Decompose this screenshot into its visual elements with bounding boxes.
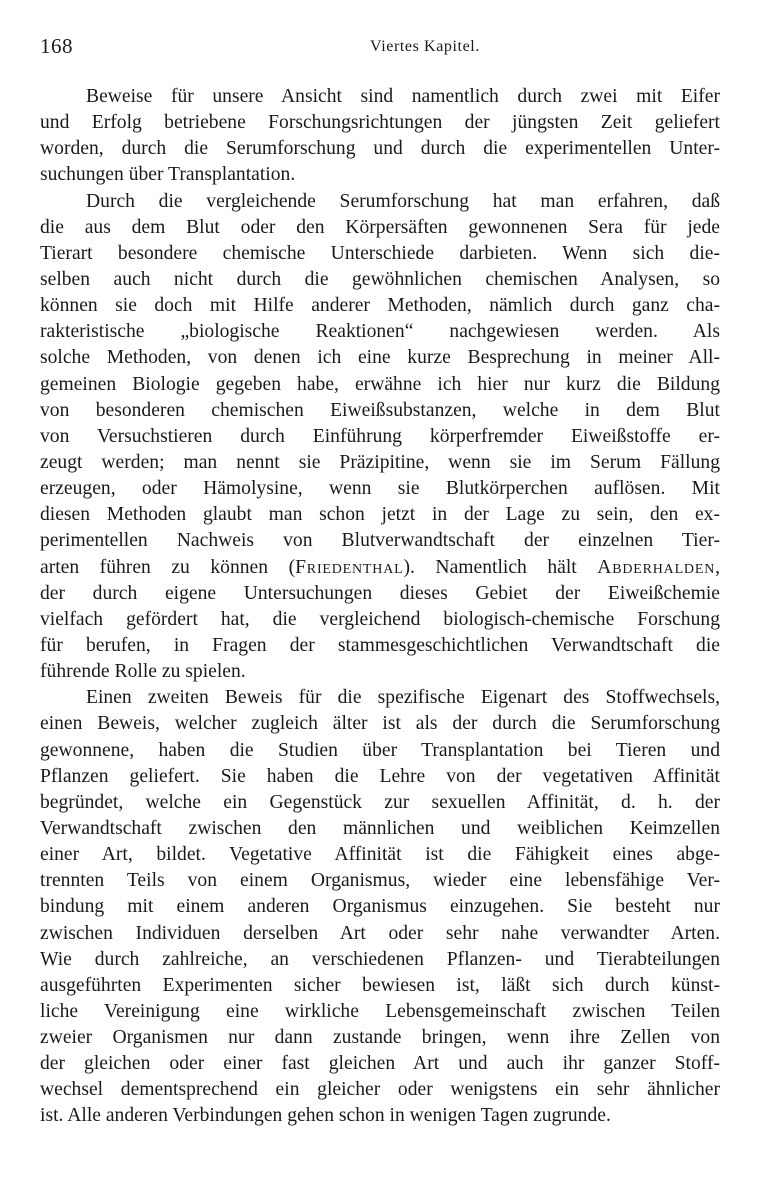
text-line: einen Beweis, welcher zugleich älter ist als der durch die Serumforschung [40,713,720,735]
text-segment: ). Namentlich hält [403,556,598,578]
text-line: von Versuchstieren durch Einführung körperfremder Eiweißstoffe er- [40,425,720,447]
text-line: trennten Teils von einem Organismus, wieder eine lebensfähige Ver- [40,870,720,892]
text-line: vielfach gefördert hat, die vergleichend biologisch-chemische Forschung [40,608,720,630]
text-line: wechsel dementsprechend ein gleicher oder wenigstens ein sehr ähnlicher [40,1079,720,1101]
text-line: begründet, welche ein Gegenstück zur sexuellen Affinität, d. h. der [40,791,720,813]
text-line: diesen Methoden glaubt man schon jetzt in der Lage zu sein, den ex- [40,504,720,526]
text-line: zeugt werden; man nennt sie Präzipitine, wenn sie im Serum Fällung [40,451,720,473]
text-line: zwischen Individuen derselben Art oder sehr nahe verwandter Arten. [40,922,720,944]
text-line: perimentellen Nachweis von Blutverwandtschaft der einzelnen Tier- [40,530,720,552]
text-line: ausgeführten Experimenten sicher bewiesen ist, läßt sich durch künst- [40,974,720,996]
text-line: ist. Alle anderen Verbindungen gehen schon in wenigen Tagen zugrunde. [40,1105,611,1127]
text-line-with-names [40,555,720,581]
text-line: bindung mit einem anderen Organismus einzugehen. Sie besteht nur [40,896,720,918]
text-line: der gleichen oder einer fast gleichen Art und auch ihr ganzer Stoff- [40,1053,720,1075]
text-line: und Erfolg betriebene Forschungsrichtungen der jüngsten Zeit geliefert [40,112,720,134]
author-name-abderhalden: Abderhalden [597,556,716,578]
text-line: Beweise für unsere Ansicht sind namentlich durch zwei mit Eifer [86,86,720,107]
text-line: gewonnene, haben die Studien über Transplantation bei Tieren und [40,739,720,761]
running-head: Viertes Kapitel. [370,38,480,55]
text-line: rakteristische „biologische Reaktionen“ nachgewiesen werden. Als [40,321,720,343]
text-line: Tierart besondere chemische Unterschiede darbieten. Wenn sich die- [40,242,720,264]
text-line: für berufen, in Fragen der stammesgeschichtlichen Verwandtschaft die [40,634,720,656]
text-line: selben auch nicht durch die gewöhnlichen chemischen Analysen, so [40,268,720,290]
text-line: erzeugen, oder Hämolysine, wenn sie Blutkörperchen auflösen. Mit [40,478,720,500]
text-line: suchungen über Transplantation. [40,164,296,186]
text-line: Pflanzen geliefert. Sie haben die Lehre von der vegetativen Affinität [40,765,720,787]
text-line: können sie doch mit Hilfe anderer Methoden, nämlich durch ganz cha- [40,295,720,317]
text-line: worden, durch die Serumforschung und durch die experimentellen Unter- [40,138,720,160]
text-line: Durch die vergleichende Serumforschung hat man erfahren, daß [86,190,720,212]
text-line: von besonderen chemischen Eiweißsubstanzen, welche in dem Blut [40,399,720,421]
text-segment: , [715,556,721,578]
text-line: gemeinen Biologie gegeben habe, erwähne ich hier nur kurz die Bildung [40,373,720,395]
text-line: Einen zweiten Beweis für die spezifische Eigenart des Stoffwechsels, [86,687,720,709]
text-line: führende Rolle zu spielen. [40,661,246,683]
body-text [40,84,720,1130]
page-header [40,34,725,62]
text-line: solche Methoden, von denen ich eine kurze Besprechung in meiner All- [40,347,720,369]
author-name-friedenthal: Friedenthal [295,556,404,578]
text-line: die aus dem Blut oder den Körpersäften gewonnenen Sera für jede [40,216,720,238]
text-line: Wie durch zahlreiche, an verschiedenen Pflanzen- und Tierabteilungen [40,948,720,970]
text-segment: arten führen zu können ( [40,556,296,578]
text-line: der durch eigene Untersuchungen dieses Gebiet der Eiweißchemie [40,582,720,604]
text-line: Verwandtschaft zwischen den männlichen und weiblichen Keimzellen [40,817,720,839]
page-number: 168 [40,34,73,58]
text-line: liche Vereinigung eine wirkliche Lebensgemeinschaft zwischen Teilen [40,1000,720,1022]
text-line: einer Art, bildet. Vegetative Affinität ist die Fähigkeit eines abge- [40,844,720,866]
text-line: zweier Organismen nur dann zustande bringen, wenn ihre Zellen von [40,1027,720,1049]
